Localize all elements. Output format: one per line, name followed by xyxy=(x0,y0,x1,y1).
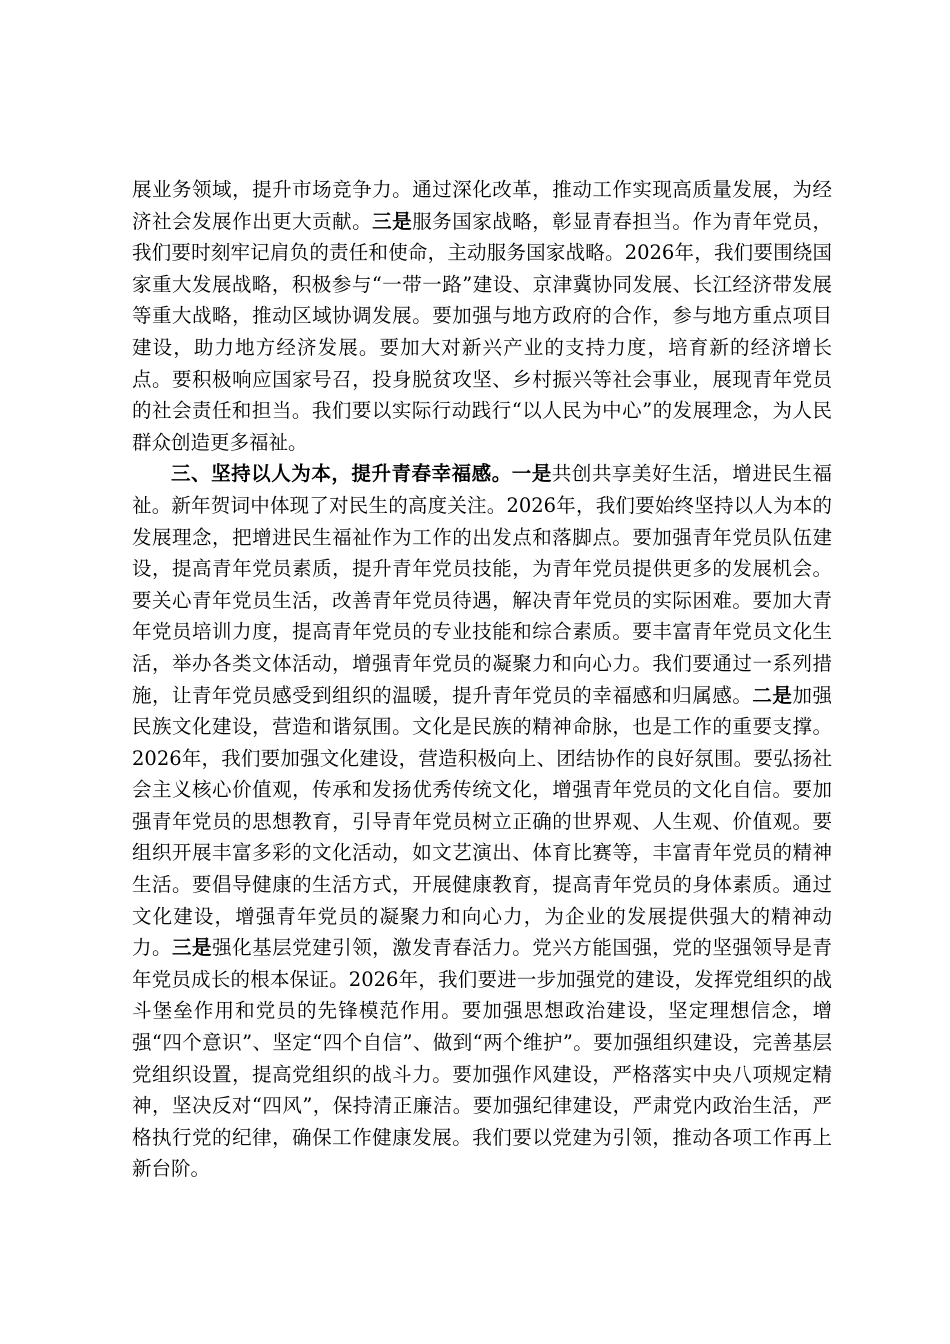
bold-lead-yi-shi: 一是 xyxy=(511,462,552,486)
paragraph-section-three xyxy=(132,458,832,1185)
bold-lead-san-shi: 三是 xyxy=(172,936,213,960)
paragraph-continuation xyxy=(132,174,832,458)
paragraph-text: 展业务领域，提升市场竞争力。通过深化改革，推动工作实现高质量发展，为经济社会发展作出更大贡献。 xyxy=(132,178,832,233)
paragraph-text: 共创共享美好生活，增进民生福祉。新年贺词中体现了对民生的高度关注。2026年，我们要始终坚持以人为本的发展理念，把增进民生福祉作为工作的出发点和落脚点。要加强青年党员队伍建设，提高青年党员素质，提升青年党员技能，为青年党员提供更多的发展机会。要关心青年党员生活，改善青年党员待遇，解决青年党员的实际困难。要加大青年党员培训力度，提高青年党员的专业技能和综合素质。要丰富青年党员文化生活，举办各类文体活动，增强青年党员的凝聚力和向心力。我们要通过一系列措施，让青年党员感受到组织的温暖，提升青年党员的幸福感和归属感。 xyxy=(132,462,832,707)
paragraph-text: 加强民族文化建设，营造和谐氛围。文化是民族的精神命脉，也是工作的重要支撑。2026年，我们要加强文化建设，营造积极向上、团结协作的良好氛围。要弘扬社会主义核心价值观，传承和发扬优秀传统文化，增强青年党员的文化自信。要加强青年党员的思想教育，引导青年党员树立正确的世界观、人生观、价值观。要组织开展丰富多彩的文化活动，如文艺演出、体育比赛等，丰富青年党员的精神生活。要倡导健康的生活方式，开展健康教育，提高青年党员的身体素质。通过文化建设，增强青年党员的凝聚力和向心力，为企业的发展提供强大的精神动力。 xyxy=(132,683,832,960)
bold-lead-san-shi: 三是 xyxy=(372,209,413,233)
bold-lead-er-shi: 二是 xyxy=(752,683,793,707)
paragraph-text: 强化基层党建引领，激发青春活力。党兴方能国强，党的坚强领导是青年党员成长的根本保证。2026年，我们要进一步加强党的建设，发挥党组织的战斗堡垒作用和党员的先锋模范作用。要加强思想政治建设，坚定理想信念，增强“四个意识”、坚定“四个自信”、做到“两个维护”。要加强组织建设，完善基层党组织设置，提高党组织的战斗力。要加强作风建设，严格落实中央八项规定精神，坚决反对“四风”，保持清正廉洁。要加强纪律建设，严肃党内政治生活，严格执行党的纪律，确保工作健康发展。我们要以党建为引领，推动各项工作再上新台阶。 xyxy=(132,936,832,1181)
section-heading: 三、坚持以人为本，提升青春幸福感。 xyxy=(171,462,512,486)
document-body xyxy=(132,174,832,1185)
paragraph-text: 服务国家战略，彰显青春担当。作为青年党员，我们要时刻牢记肩负的责任和使命，主动服务国家战略。2026年，我们要围绕国家重大发展战略，积极参与“一带一路”建设、京津冀协同发展、长江经济带发展等重大战略，推动区域协调发展。要加强与地方政府的合作，参与地方重点项目建设，助力地方经济发展。要加大对新兴产业的支持力度，培育新的经济增长点。要积极响应国家号召，投身脱贫攻坚、乡村振兴等社会事业，展现青年党员的社会责任和担当。我们要以实际行动践行“以人民为中心”的发展理念，为人民群众创造更多福祉。 xyxy=(132,209,832,454)
